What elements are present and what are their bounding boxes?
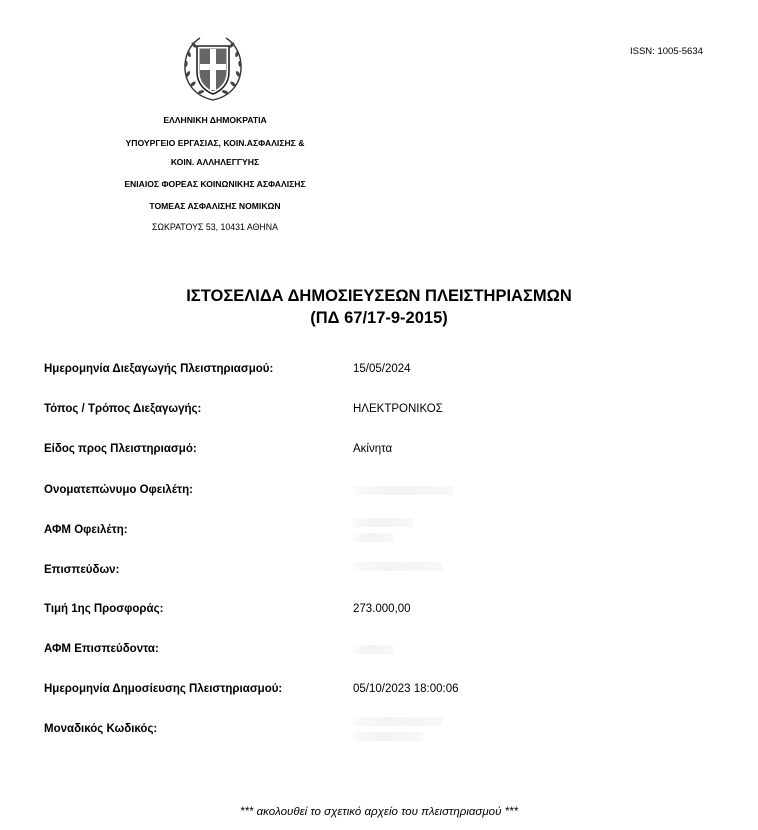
unique-code-redacted-2 [353, 732, 423, 741]
publication-date-value: 05/10/2023 18:00:06 [353, 683, 459, 695]
debtor-name-label: Ονοματεπώνυμο Οφειλέτη: [44, 484, 194, 496]
auction-item-type-label: Είδος προς Πλειστηριασμό: [44, 443, 197, 455]
auction-item-type-value: Ακίνητα [353, 443, 393, 455]
first-offer-price-label: Τιμή 1ης Προσφοράς: [44, 603, 164, 615]
publication-date-label: Ημερομηνία Δημοσίευσης Πλειστηριασμού: [44, 683, 283, 695]
auction-method-label: Τόπος / Τρόπος Διεξαγωγής: [44, 403, 202, 415]
page-title-line-1: ΙΣΤΟΣΕΛΙΔΑ ΔΗΜΟΣΙΕΥΣΕΩΝ ΠΛΕΙΣΤΗΡΙΑΣΜΩΝ [186, 287, 572, 305]
auction-date-label: Ημερομηνία Διεξαγωγής Πλειστηριασμού: [44, 363, 274, 375]
auction-date-value: 15/05/2024 [353, 363, 411, 375]
issn-label: ISSN: 1005-5634 [630, 46, 703, 57]
header-line-4: ΕΝΙΑΙΟΣ ΦΟΡΕΑΣ ΚΟΙΝΩΝΙΚΗΣ ΑΣΦΑΛΙΣΗΣ [124, 179, 306, 189]
creditor-label: Επισπεύδων: [44, 564, 120, 576]
debtor-tax-id-redacted-2 [353, 533, 393, 542]
header-line-3: ΚΟΙΝ. ΑΛΛΗΛΕΓΓΥΗΣ [170, 157, 260, 167]
creditor-tax-id-redacted [353, 645, 393, 654]
debtor-name-redacted [353, 486, 453, 495]
header-address: ΣΩΚΡΑΤΟΥΣ 53, 10431 ΑΘΗΝΑ [151, 222, 279, 232]
header-line-2: ΥΠΟΥΡΓΕΙΟ ΕΡΓΑΣΙΑΣ, ΚΟΙΝ.ΑΣΦΑΛΙΣΗΣ & [125, 138, 305, 148]
header-line-1: ΕΛΛΗΝΙΚΗ ΔΗΜΟΚΡΑΤΙΑ [163, 115, 267, 125]
debtor-tax-id-label: ΑΦΜ Οφειλέτη: [44, 524, 128, 536]
footer-note: *** ακολουθεί το σχετικό αρχείο του πλειστηριασμού *** [239, 806, 519, 818]
creditor-redacted [353, 562, 443, 571]
page-title-line-2: (ΠΔ 67/17-9-2015) [310, 309, 448, 327]
debtor-tax-id-redacted [353, 518, 413, 527]
header-line-5: ΤΟΜΕΑΣ ΑΣΦΑΛΙΣΗΣ ΝΟΜΙΚΩΝ [149, 201, 281, 211]
unique-code-label: Μοναδικός Κωδικός: [44, 723, 158, 735]
auction-method-value: ΗΛΕΚΤΡΟΝΙΚΟΣ [353, 403, 443, 415]
first-offer-price-value: 273.000,00 [353, 603, 411, 615]
creditor-tax-id-label: ΑΦΜ Επισπεύδοντα: [44, 643, 159, 655]
greek-coat-of-arms-icon [180, 34, 246, 104]
unique-code-redacted [353, 717, 443, 726]
